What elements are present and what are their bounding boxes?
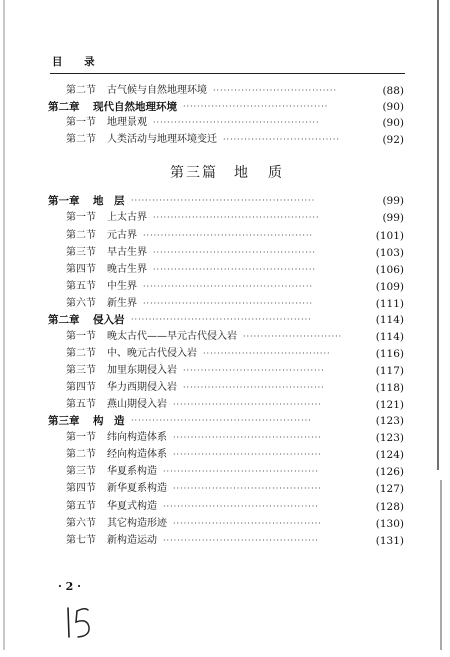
toc-page-number: (126) xyxy=(375,466,404,478)
toc-entry-number: 第六节 xyxy=(66,518,96,529)
toc-section-entry xyxy=(0,211,450,225)
toc-entry-number: 第三章 xyxy=(48,415,80,427)
part-word-1: 地 xyxy=(234,165,250,181)
toc-entry-title: 元古界 xyxy=(107,230,137,241)
part-label: 第三篇 xyxy=(170,165,218,181)
toc-page-number: (90) xyxy=(382,101,404,113)
toc-page-number: (90) xyxy=(382,117,404,129)
part-title xyxy=(170,162,284,182)
toc-entry-number: 第二节 xyxy=(66,85,96,96)
toc-entry-title: 地理景观 xyxy=(107,117,147,128)
toc-entry-title: 现代自然地理环境 xyxy=(93,101,177,113)
handwritten-mark-drawing xyxy=(63,605,103,641)
toc-section-entry xyxy=(0,431,450,445)
toc-entry-title: 纬向构造体系 xyxy=(107,432,167,443)
toc-chapter-entry xyxy=(0,414,450,428)
toc-page-number: (117) xyxy=(375,365,404,377)
toc-page-number: (118) xyxy=(375,382,404,394)
toc-section-entry xyxy=(0,534,450,548)
toc-dot-leader: ·········································· xyxy=(173,484,322,493)
toc-section-entry xyxy=(0,246,450,260)
toc-page-number: (92) xyxy=(382,134,404,146)
toc-entry-title: 早古生界 xyxy=(107,247,147,258)
toc-entry-number: 第三节 xyxy=(66,365,96,376)
toc-chapter-entry xyxy=(0,194,450,208)
toc-dot-leader: ···························· xyxy=(243,332,343,341)
toc-entry-title: 新华夏系构造 xyxy=(107,483,167,494)
toc-entry-number: 第一章 xyxy=(48,195,80,207)
toc-entry-number: 第七节 xyxy=(66,535,96,546)
toc-dot-leader: ··················································· xyxy=(131,416,312,425)
toc-dot-leader: ·········································· xyxy=(173,433,322,442)
toc-section-entry xyxy=(0,482,450,496)
toc-entry-title: 晚太古代——早元古代侵入岩 xyxy=(107,331,237,342)
toc-section-entry xyxy=(0,133,450,147)
toc-dot-leader: ···················································· xyxy=(131,196,316,205)
toc-entry-title: 中生界 xyxy=(107,281,137,292)
header-rule xyxy=(50,73,405,74)
toc-page-number: (121) xyxy=(375,399,404,411)
toc-section-entry xyxy=(0,500,450,514)
toc-section-entry xyxy=(0,347,450,361)
toc-dot-leader: ·········································· xyxy=(173,450,322,459)
toc-section-entry xyxy=(0,297,450,311)
toc-entry-title: 新构造运动 xyxy=(107,535,157,546)
toc-page-number: (127) xyxy=(375,483,404,495)
toc-dot-leader: ············································ xyxy=(163,467,319,476)
toc-dot-leader: ················································ xyxy=(143,282,314,291)
toc-entry-title: 地 层 xyxy=(93,195,125,207)
toc-entry-number: 第二节 xyxy=(66,348,96,359)
toc-dot-leader: ················································ xyxy=(143,299,314,308)
toc-dot-leader: ································· xyxy=(223,135,340,144)
toc-dot-leader: ········································ xyxy=(183,366,325,375)
toc-page-number: (111) xyxy=(375,298,404,310)
toc-entry-title: 上太古界 xyxy=(107,212,147,223)
part-word-2: 质 xyxy=(268,165,284,181)
toc-page-number: (101) xyxy=(375,230,404,242)
toc-entry-title: 华力西期侵入岩 xyxy=(107,382,177,393)
toc-entry-title: 人类活动与地理环境变迁 xyxy=(107,134,217,145)
toc-entry-number: 第六节 xyxy=(66,298,96,309)
toc-entry-title: 侵入岩 xyxy=(93,314,125,326)
toc-page-number: (99) xyxy=(382,212,404,224)
toc-dot-leader: ············································ xyxy=(163,502,319,511)
toc-dot-leader: ·········································· xyxy=(173,519,322,528)
toc-entry-title: 新生界 xyxy=(107,298,137,309)
toc-dot-leader: ·········································· xyxy=(173,400,322,409)
toc-page-number: (128) xyxy=(375,501,404,513)
toc-dot-leader: ··············································· xyxy=(153,118,320,127)
toc-entry-title: 燕山期侵入岩 xyxy=(107,399,167,410)
page-folio: · 2 · xyxy=(58,580,81,593)
toc-entry-title: 华夏式构造 xyxy=(107,501,157,512)
toc-section-entry xyxy=(0,448,450,462)
toc-dot-leader: ········································· xyxy=(183,102,329,111)
toc-section-entry xyxy=(0,263,450,277)
toc-entry-number: 第五节 xyxy=(66,501,96,512)
toc-page-number: (130) xyxy=(375,518,404,530)
toc-dot-leader: ············································ xyxy=(163,536,319,545)
toc-entry-number: 第一节 xyxy=(66,212,96,223)
toc-entry-title: 加里东期侵入岩 xyxy=(107,365,177,376)
toc-page-number: (124) xyxy=(375,449,404,461)
toc-section-entry xyxy=(0,330,450,344)
handwritten-mark xyxy=(63,605,103,645)
toc-dot-leader: ········································ xyxy=(183,383,325,392)
toc-dot-leader: ··················································· xyxy=(131,315,312,324)
toc-entry-number: 第二节 xyxy=(66,230,96,241)
toc-page-number: (99) xyxy=(382,195,404,207)
toc-section-entry xyxy=(0,398,450,412)
toc-section-entry xyxy=(0,229,450,243)
toc-section-entry xyxy=(0,364,450,378)
toc-section-entry xyxy=(0,116,450,130)
toc-entry-number: 第四节 xyxy=(66,382,96,393)
toc-entry-title: 其它构造形迹 xyxy=(107,518,167,529)
toc-entry-number: 第二节 xyxy=(66,449,96,460)
toc-dot-leader: ··································· xyxy=(213,86,338,95)
toc-page-number: (106) xyxy=(375,264,404,276)
toc-entry-number: 第三节 xyxy=(66,466,96,477)
toc-section-entry xyxy=(0,381,450,395)
toc-page-number: (116) xyxy=(375,348,404,360)
toc-page-number: (123) xyxy=(375,432,404,444)
toc-entry-number: 第一节 xyxy=(66,117,96,128)
toc-page-number: (114) xyxy=(375,331,404,343)
toc-entry-number: 第五节 xyxy=(66,399,96,410)
toc-entry-number: 第四节 xyxy=(66,264,96,275)
running-header: 目 录 xyxy=(52,56,104,68)
toc-dot-leader: ················································ xyxy=(143,231,314,240)
toc-entry-title: 华夏系构造 xyxy=(107,466,157,477)
toc-entry-title: 晚古生界 xyxy=(107,264,147,275)
toc-entry-number: 第五节 xyxy=(66,281,96,292)
toc-section-entry xyxy=(0,280,450,294)
toc-entry-title: 经向构造体系 xyxy=(107,449,167,460)
toc-page-number: (103) xyxy=(375,247,404,259)
toc-chapter-entry xyxy=(0,313,450,327)
toc-entry-title: 古气候与自然地理环境 xyxy=(107,85,207,96)
toc-page-number: (131) xyxy=(375,535,404,547)
toc-page-number: (114) xyxy=(375,314,404,326)
toc-entry-number: 第二章 xyxy=(48,101,80,113)
toc-section-entry xyxy=(0,465,450,479)
toc-section-entry xyxy=(0,517,450,531)
toc-dot-leader: ·············································· xyxy=(153,265,316,274)
toc-entry-number: 第一节 xyxy=(66,331,96,342)
toc-entry-number: 第二节 xyxy=(66,134,96,145)
toc-dot-leader: ··············································· xyxy=(153,213,320,222)
toc-entry-number: 第一节 xyxy=(66,432,96,443)
toc-entry-title: 构 造 xyxy=(93,415,125,427)
toc-entry-number: 第四节 xyxy=(66,483,96,494)
toc-entry-number: 第三节 xyxy=(66,247,96,258)
toc-page-number: (123) xyxy=(375,415,404,427)
toc-chapter-entry xyxy=(0,100,450,114)
toc-dot-leader: ···································· xyxy=(203,349,331,358)
toc-page-number: (109) xyxy=(375,281,404,293)
toc-dot-leader: ·············································· xyxy=(153,248,316,257)
toc-entry-title: 中、晚元古代侵入岩 xyxy=(107,348,197,359)
toc-page-number: (88) xyxy=(382,85,404,97)
toc-entry-number: 第二章 xyxy=(48,314,80,326)
toc-section-entry xyxy=(0,84,450,98)
